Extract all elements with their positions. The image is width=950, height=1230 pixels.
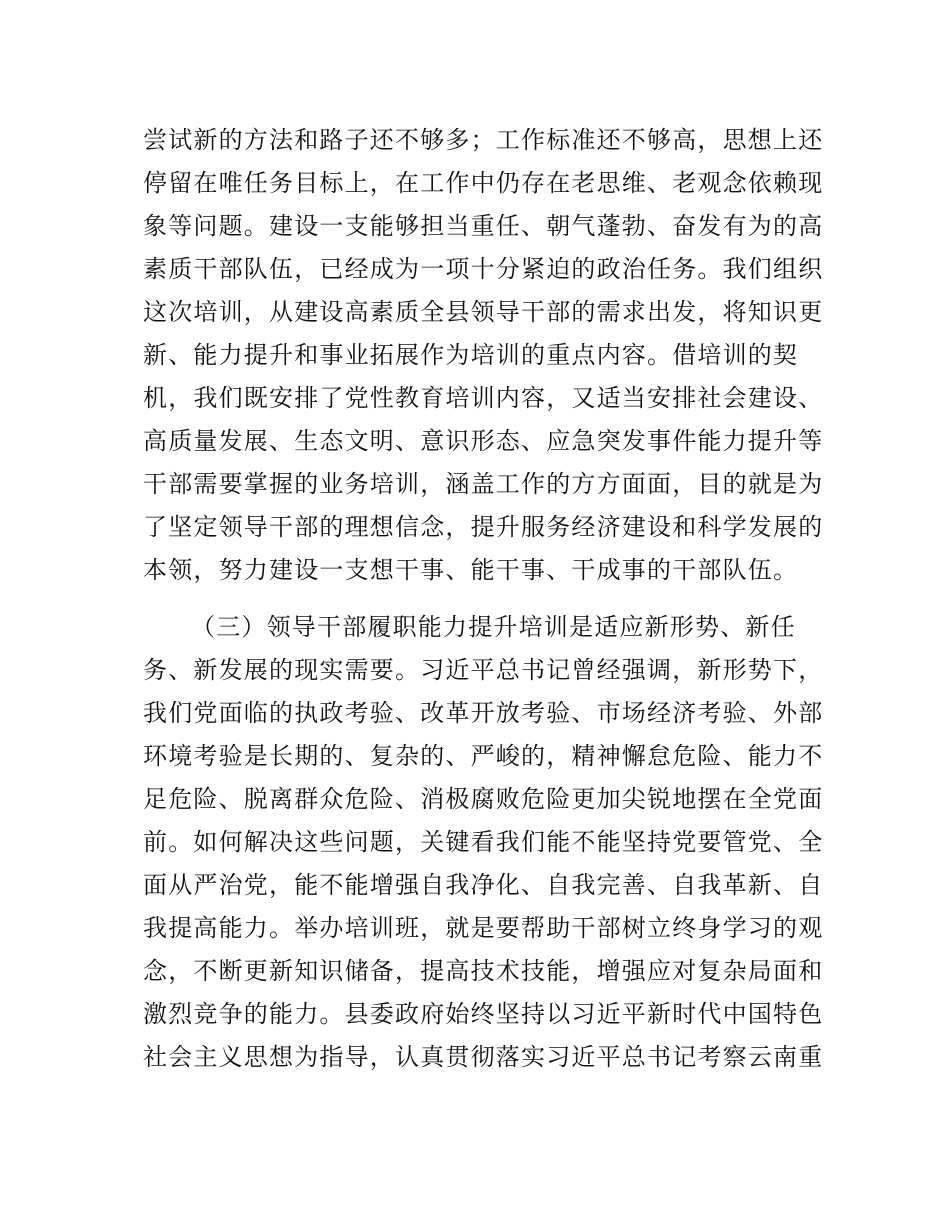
- paragraph-line: 这次培训，从建设高素质全县领导干部的需求出发，将知识更: [143, 298, 824, 326]
- paragraph-line: 社会主义思想为指导，认真贯彻落实习近平总书记考察云南重: [143, 1043, 824, 1071]
- paragraph-line: 我们党面临的执政考验、改革开放考验、市场经济考验、外部: [143, 699, 824, 727]
- paragraph-line: 象等问题。建设一支能够担当重任、朝气蓬勃、奋发有为的高: [143, 212, 824, 240]
- paragraph-line: 前。如何解决这些问题，关键看我们能不能坚持党要管党、全: [143, 828, 824, 856]
- paragraph-line: 了坚定领导干部的理想信念，提升服务经济建设和科学发展的: [143, 513, 824, 541]
- paragraph-line: 高质量发展、生态文明、意识形态、应急突发事件能力提升等: [143, 427, 824, 455]
- paragraph-line: 足危险、脱离群众危险、消极腐败危险更加尖锐地摆在全党面: [143, 785, 824, 813]
- paragraph-line: 新、能力提升和事业拓展作为培训的重点内容。借培训的契: [143, 341, 799, 369]
- paragraph-line: 务、新发展的现实需要。习近平总书记曾经强调，新形势下，: [143, 656, 824, 684]
- paragraph-line: （三）领导干部履职能力提升培训是适应新形势、新任: [191, 613, 796, 641]
- paragraph-line: 机，我们既安排了党性教育培训内容，又适当安排社会建设、: [143, 384, 824, 412]
- paragraph-line: 我提高能力。举办培训班，就是要帮助干部树立终身学习的观: [143, 914, 824, 942]
- paragraph-line: 激烈竞争的能力。县委政府始终坚持以习近平新时代中国特色: [143, 1000, 824, 1028]
- paragraph-line: 本领，努力建设一支想干事、能干事、干成事的干部队伍。: [143, 556, 799, 584]
- paragraph-line: 停留在唯任务目标上，在工作中仍存在老思维、老观念依赖现: [143, 169, 824, 197]
- paragraph-line: 面从严治党，能不能增强自我净化、自我完善、自我革新、自: [143, 871, 824, 899]
- paragraph-2: [143, 607, 823, 1077]
- paragraph-line: 素质干部队伍，已经成为一项十分紧迫的政治任务。我们组织: [143, 255, 824, 283]
- paragraph-line: 念，不断更新知识储备，提高技术技能，增强应对复杂局面和: [143, 957, 824, 985]
- paragraph-1: [143, 120, 823, 590]
- paragraph-line: 环境考验是长期的、复杂的、严峻的，精神懈怠危险、能力不: [143, 742, 824, 770]
- paragraph-line: 干部需要掌握的业务培训，涵盖工作的方方面面，目的就是为: [143, 470, 824, 498]
- paragraph-line: 尝试新的方法和路子还不够多；工作标准还不够高，思想上还: [143, 126, 824, 154]
